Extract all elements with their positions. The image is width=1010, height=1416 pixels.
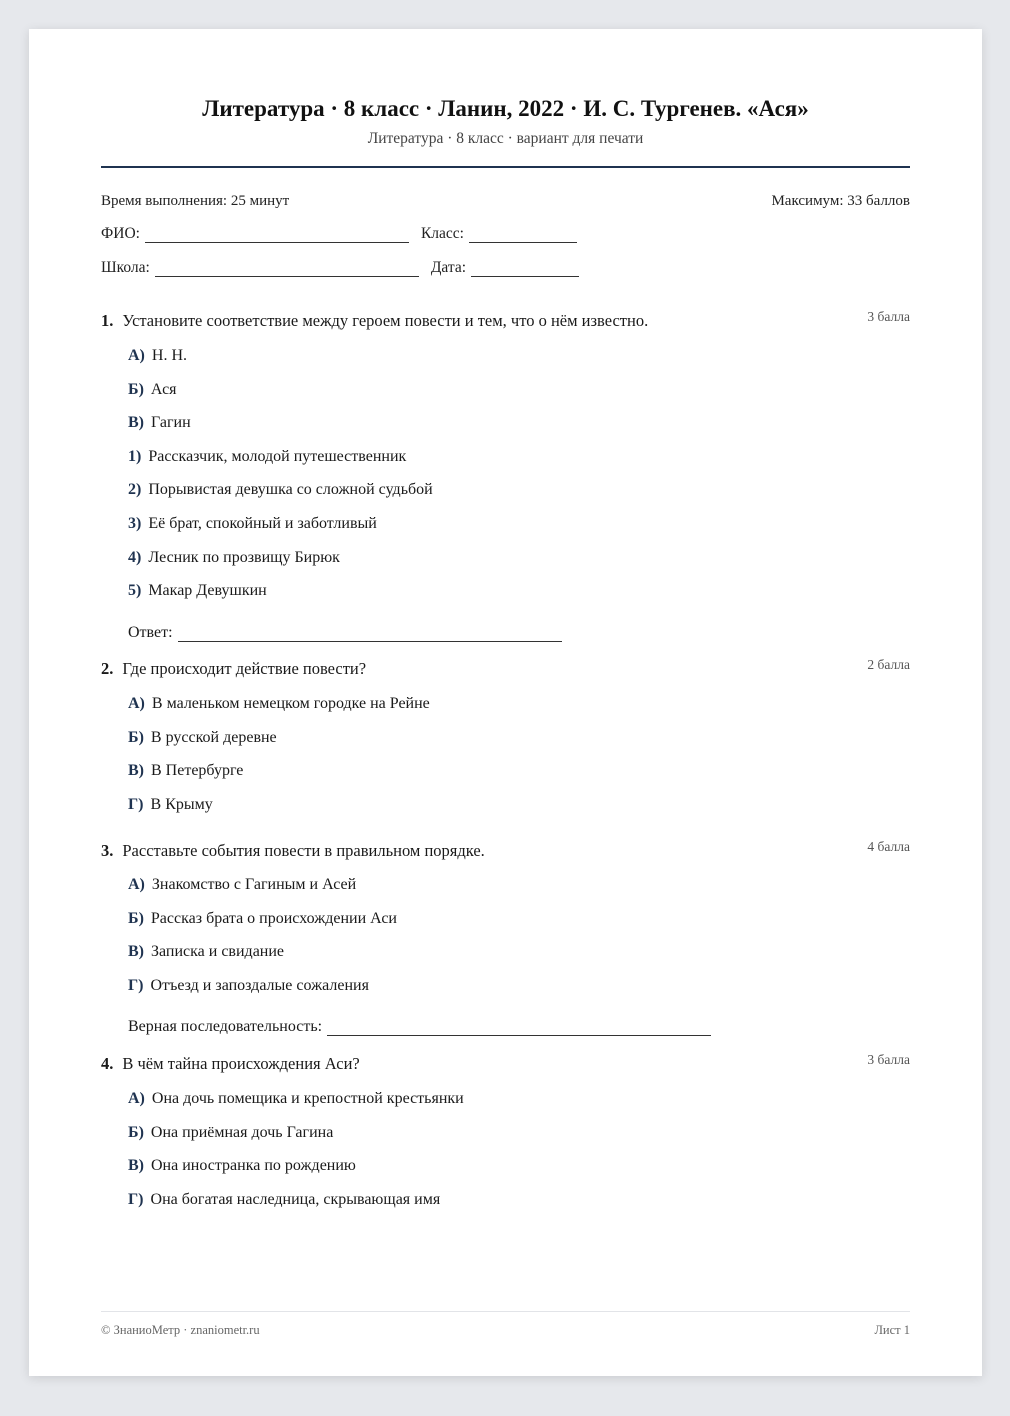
option-item [128,541,910,575]
question-4 [101,1054,910,1216]
option-letter: А) [128,876,145,893]
answer-blank[interactable] [178,626,562,642]
test-sheet [29,29,982,1376]
footer-page-number: Лист 1 [874,1323,910,1337]
option-item [128,969,910,1003]
option-letter: В) [128,414,144,432]
option-list [128,687,910,821]
option-letter: 1) [128,447,142,465]
answer-blank[interactable] [327,1020,711,1036]
option-text: Порывистая девушка со сложной судьбой [148,481,433,499]
option-text: Лесник по прозвищу Бирюк [148,548,340,566]
time-limit: Время выполнения: 25 минут [101,193,290,209]
question-text: В чём тайна происхождения Аси? [122,1054,360,1073]
question-text: Установите соответствие между героем повести и тем, что о нём известно. [122,311,649,330]
fio-class-row [101,225,577,243]
option-item [128,473,910,507]
fio-blank[interactable] [145,227,409,243]
option-letter: А) [128,695,145,712]
question-points: 3 балла [867,309,910,324]
option-text: Ася [150,380,177,398]
option-letter: Б) [128,909,144,927]
option-letter: Б) [128,380,144,398]
question-points: 2 балла [867,657,910,672]
option-letter: 5) [128,582,142,600]
option-item [128,1116,910,1150]
option-text: Она приёмная дочь Гагина [150,1123,334,1141]
option-letter: А) [128,347,145,364]
question-header [101,659,910,679]
question-header [101,1054,910,1074]
question-header [101,841,910,861]
option-text: Её брат, спокойный и заботливый [148,514,377,532]
question-text: Где происходит действие повести? [122,659,367,678]
option-letter: А) [128,1090,145,1107]
option-item [128,788,910,822]
option-item [128,754,910,788]
option-letter: В) [128,1157,144,1175]
class-label: Класс: [420,225,464,242]
option-letter: 2) [128,481,142,499]
question-number: 4. [101,1054,114,1073]
option-list [128,339,910,608]
option-text: Отъезд и запоздалые сожаления [150,976,369,994]
option-text: В Крыму [150,795,213,813]
option-item [128,935,910,969]
footer-divider [101,1311,910,1312]
option-item [128,373,910,407]
option-text: Знакомство с Гагиным и Асей [151,876,357,893]
option-item [128,440,910,474]
option-letter: Г) [128,795,144,813]
option-text: Записка и свидание [151,943,285,961]
option-letter: В) [128,943,144,961]
header-divider [101,166,910,168]
school-label: Школа: [101,259,150,276]
option-text: Н. Н. [151,347,187,364]
option-item [128,507,910,541]
option-text: Она дочь помещика и крепостной крестьянки [151,1090,464,1107]
option-letter: В) [128,762,144,780]
answer-label: Ответ: [128,623,173,641]
option-text: Рассказчик, молодой путешественник [148,447,407,465]
class-blank[interactable] [469,227,577,243]
question-points: 4 балла [867,839,910,854]
option-item [128,1183,910,1217]
option-letter: Г) [128,976,144,994]
question-2 [101,659,910,821]
meta-row [101,193,910,210]
date-label: Дата: [430,259,467,276]
page-subtitle: Литература · 8 класс · вариант для печати [367,130,644,147]
option-text: Она иностранка по рождению [151,1157,356,1175]
option-text: Гагин [151,414,191,432]
question-number: 2. [101,659,114,678]
option-item [128,868,910,902]
option-item [128,1082,910,1116]
date-blank[interactable] [471,261,579,277]
answer-row [128,608,910,642]
option-list [128,1082,910,1216]
question-number: 3. [101,841,114,860]
page-title: Литература · 8 класс · Ланин, 2022 · И. С. Тургенев. «Ася» [202,96,809,121]
option-item [128,721,910,755]
answer-label: Верная последовательность: [128,1018,323,1036]
school-blank[interactable] [155,261,419,277]
question-number: 1. [101,311,114,330]
page-footer [101,1323,910,1338]
question-text: Расставьте события повести в правильном порядке. [122,841,485,860]
question-1 [101,311,910,642]
option-letter: 3) [128,514,142,532]
max-score: Максимум: 33 баллов [771,193,910,209]
footer-copyright: © ЗнаниоМетр · znaniometr.ru [101,1323,260,1337]
option-item [128,406,910,440]
option-letter: Г) [128,1190,144,1208]
answer-row [128,1002,910,1036]
option-list [128,868,910,1002]
option-text: Она богатая наследница, скрывающая имя [150,1190,441,1208]
option-item [128,574,910,608]
option-letter: Б) [128,1123,144,1141]
option-text: В русской деревне [150,728,277,746]
question-header [101,311,910,331]
option-item [128,687,910,721]
school-date-row [101,259,579,277]
option-text: В Петербурге [151,762,244,780]
question-3 [101,841,910,1036]
option-letter: Б) [128,728,144,746]
fio-label: ФИО: [101,225,140,242]
option-item [128,339,910,373]
question-points: 3 балла [867,1052,910,1067]
option-item [128,1149,910,1183]
option-letter: 4) [128,548,142,566]
option-text: В маленьком немецком городке на Рейне [151,695,430,712]
option-text: Макар Девушкин [148,582,267,600]
option-text: Рассказ брата о происхождении Аси [150,909,397,927]
option-item [128,902,910,936]
